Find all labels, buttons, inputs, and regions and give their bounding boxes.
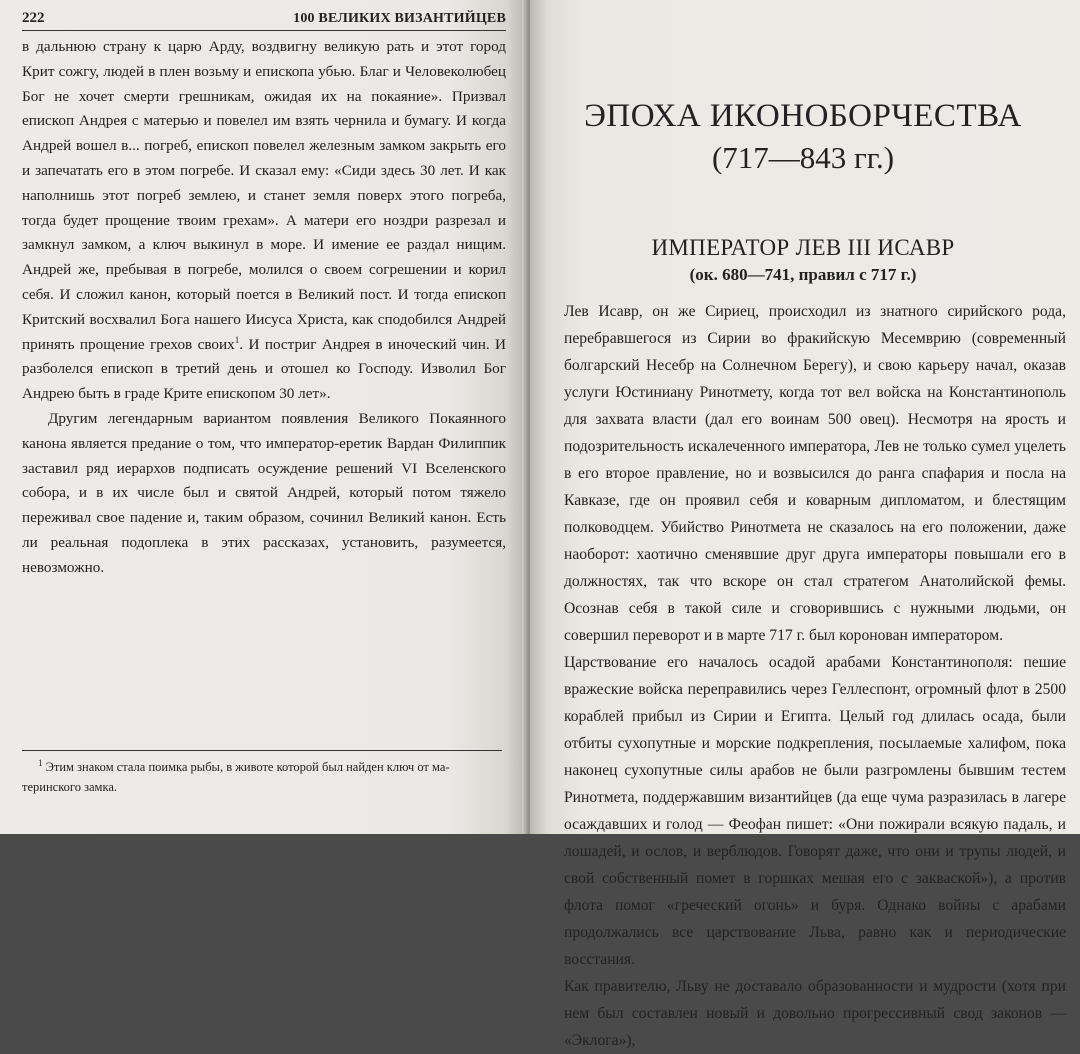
footnote-reference: 1 [234,334,240,345]
page-number: 222 [22,10,45,26]
left-page [0,0,528,834]
right-body-text [540,298,1066,1054]
chapter-title: ЭПОХА ИКОНОБОРЧЕСТВА [584,98,1022,134]
paragraph: Царствование его началось осадой арабами Константинополя: пешие вражеские войска переправились через Геллеспонт, огромный флот в 2500 кораблей прибыл из Сирии и Египта. Целый год длилась осада, были отбиты сухопутные и морские подкрепления, посылаемые халифом, пока наконец сухопутные силы арабов не были разгромлены бывшим тестем Ринотмета, поддержавшим византийцев (да еще чума разразилась в лагере осаждавших и голод — Феофан пишет: «Они пожирали всякую падаль, и лошадей, и ослов, и верблюдов. Говорят даже, что они и трупы людей, и свой собственный помет в горшках мешая его с закваской»), а против флота помог «греческий огонь» и буря. Однако войны с арабами продолжались все царствование Льва, равно как и периодические восстания. [564,654,1066,968]
paragraph: Лев Исавр, он же Сириец, происходил из знатного сирийского рода, перебравшегося из Сирии во фракийскую Месемврию (современный болгарский Несебр на Солнечном Берегу), и свою карьеру начал, оказав услуги Юстиниану Ринотмету, когда тот вел войска на Константинополь для захвата власти (дал его воинам 500 овец). Несмотря на ярость и подозрительность искалеченного императора, Лев не только сумел уцелеть в его второе правление, но и возвысился до ранга спафария и посла на Кавказе, где он проявил себя и коварным дипломатом, и блестящим полководцем. Убийство Ринотмета не сказалось на его положении, даже наоборот: хаотично сменявшие друг друга императоры повышали его в должностях, так что вскоре он стал стратегом Анатолийской фемы. Осознав себя в такой силе и сговорившись с нужными людьми, он совершил переворот и в марте 717 г. был коронован императором. [564,303,1066,644]
paragraph: Другим легендарным вариантом появления Великого Покаянного канона является предание о том, что император-еретик Вардан Филиппик заставил ряд иерархов подписать осуждение решений VI Вселенского собора, и в их числе был и святой Андрей, который потом тяжело переживал свое падение и, таким образом, сочинил Великий канон. Есть ли реальная подоплека в этих рассказах, установить, разумеется, невозможно. [22,409,506,576]
footnote-marker: 1 [38,757,43,768]
paragraph: в дальнюю страну к царю Арду, воздвигну великую рать и этот город Крит сожгу, людей в плен возьму и епископа убью. Благ и Человеколюбец Бог не хочет смерти грешникам, ожидая их на покаяние». Призвал епископ Андрея с матерью и повелел им взять чернила и бумагу. И когда Андрей вошел в... погреб, епископ повелел железным замком закрыть его и запечатать его в этом погребе. И сказал ему: «Сиди здесь 30 лет. И как наполнишь этот погреб землею, и станет земля поверх этого погреба, тогда будет прощение твоим грехам». А матери его ноздри разрезал и замкнул замком, а ключ выкинул в море. И имение ее раздал нищим. Андрей же, пребывая в погребе, молился о своем согрешении и корил себя. И сложил канон, который поется в Великий пост. И тогда епископ Критский восхвалил Бога нашего Иисуса Христа, как сподобился Андрей принять прощение грехов своих$^1$. И постриг Андрея в иноческий чин. И разболелся епископ в третий день и отошел ко Господу. Изволил Бог Андрею быть в граде Крите епископом 30 лет». [22,38,506,403]
section-title: ИМПЕРАТОР ЛЕВ III ИСАВР [651,235,955,260]
paragraph: Как правителю, Льву не доставало образованности и мудрости (хотя при нем был составлен новый и довольно прогрессивный свод законов — «Эклога»), [564,978,1066,1049]
footnote: $^1$ Этим знаком стала поимка рыбы, в животе которой был найден ключ от ма- теринского замка. [22,750,502,797]
left-body-text [22,35,506,581]
chapter-years: (717—843 гг.) [711,140,895,175]
running-head-left [22,10,506,31]
section-subtitle: (ок. 680—741, правил с 717 г.) [689,265,917,284]
right-page [530,0,1080,1049]
running-title: 100 ВЕЛИКИХ ВИЗАНТИЙЦЕВ [293,11,506,26]
